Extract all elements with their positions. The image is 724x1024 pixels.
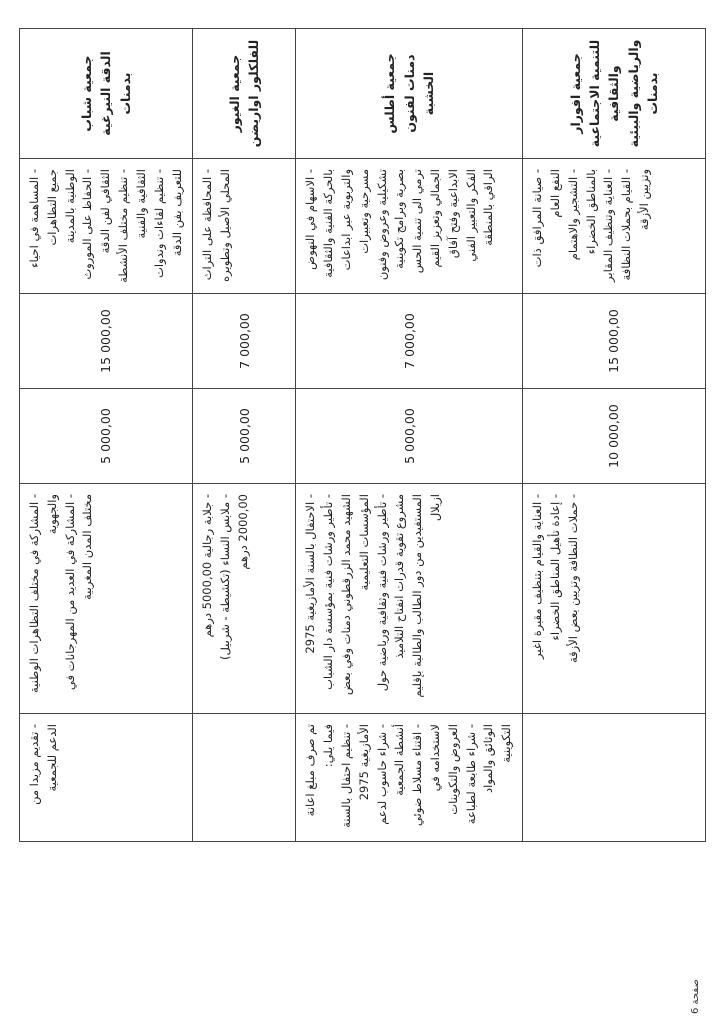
list-item: - اقتناء مسلاط ضوئي لاستخدامه في العروض والتكوينات (410, 724, 460, 827)
list-item: - الاسهام في النهوض بالحركة الفنية والثقافية والتربوية عبر ابداعات مسرحية وتعبيرات تشكيلية وعروض وفنون بصرية وبرامج تكوينية ترمي الى تنمية الحس الجمالي وتعزيز القيم الابداعية وفتح آفاق الفكر والتعبير الفني الراقي بالمنطقة (303, 169, 496, 281)
list-item: - شراء طابعة لطباعة الوثائق والمواد التكوينية (463, 724, 514, 825)
list-item: - تنظيم مختلف الأنشطة الثقافية والفنية (116, 169, 148, 283)
list-item: - تأطير ورشات فنية بمؤسسة دار الشباب الشهيد محمد الزرقطوني دمنات وفي بعض المؤسسات التعليمية (321, 494, 371, 696)
list-item: - تقديم مزيدا من الدعم للجمعية (27, 724, 59, 805)
objectives-cell (193, 159, 296, 294)
table-row (523, 29, 706, 842)
list-item: تم صرف مبلغ اعانة فيما يلي: (303, 724, 336, 817)
grant-requested-cell: 7 000,00 (296, 294, 523, 389)
association-name-cell: جمعية شباب الدقة النيرغية بدمنات (20, 29, 193, 159)
grant-requested-cell: 15 000,00 (523, 294, 706, 389)
page-number: صفحة 6 (690, 979, 701, 1014)
list-item: - المشاركة في العديد من المهرجانات في مختلف المدن المغربية (62, 494, 95, 691)
list-item: - المحافظة على التراث المحلي الأصيل وتطويره (200, 169, 233, 282)
list-item: - تنظيم لقاءات وندوات للتعريف بفن الدقة (151, 169, 184, 278)
list-item: - إعادة تأهيل المناطق الخضراء (547, 494, 562, 641)
list-item: - الحفاظ على الموروث الثقافي لفن الدقة (80, 169, 113, 280)
table-row (20, 29, 193, 842)
list-item: - تأطير ورشات فنية وثقافية ورياضية حول مشروع تقوية قدرات انفتاح التلاميذ المستفيدين من دور الطالب والطالبة بإقليم ازيلال (374, 494, 442, 698)
grant-previous-cell: 5 000,00 (193, 389, 296, 484)
table-row (296, 29, 523, 842)
association-name-cell: جمعية أطلس دمنات لفنون الخشبة (296, 29, 523, 159)
list-item: - ملابس النساء (تكشيطة - شربيل) 2000,00 درهم (218, 494, 250, 661)
objectives-cell (20, 159, 193, 294)
activities-cell (523, 484, 706, 714)
activities-cell (193, 484, 296, 714)
list-item: - جلابة رجالية 5000,00 درهم (200, 494, 215, 638)
list-item: - شراء حاسوب لدعم أنشطة الجمعية (374, 724, 407, 825)
grant-previous-cell: 10 000,00 (523, 389, 706, 484)
list-item: - التشجير والاهتمام بالمناطق الخضراء (565, 169, 598, 261)
association-name-cell: جمعية الغيور للفلكلور اواريضن (193, 29, 296, 159)
activities-cell (296, 484, 523, 714)
list-item: - تنظيم احتفال بالسنة الأمازيغية 2975 (338, 724, 371, 828)
activities-cell (20, 484, 193, 714)
notes-cell (193, 714, 296, 842)
table-row (193, 29, 296, 842)
objectives-cell (523, 159, 706, 294)
list-item: - المساهمة في احياء جميع التظاهرات الوطنية بالمدينة (27, 169, 77, 268)
notes-cell (523, 714, 706, 842)
list-item: - المشاركة في مختلف التظاهرات الوطنية والجهوية (27, 494, 59, 694)
list-item: - صيانة المرافق ذات النفع العام (530, 169, 562, 268)
list-item: - العناية والقيام بتنظيف مقبرة اغير (530, 494, 545, 659)
grant-requested-cell: 7 000,00 (193, 294, 296, 389)
list-item: - العناية وتنظيف المقابر (601, 169, 616, 282)
list-item: - حملات النظافة وتزيين بعض الأزقة (565, 494, 580, 663)
grant-previous-cell: 5 000,00 (20, 389, 193, 484)
grant-requested-cell: 15 000,00 (20, 294, 193, 389)
associations-table (19, 28, 706, 842)
notes-cell (296, 714, 523, 842)
notes-cell (20, 714, 193, 842)
objectives-cell (296, 159, 523, 294)
list-item: - القيام بحملات النظافة وتزيين الأزقة (619, 169, 651, 281)
list-item: - الاحتفال بالسنة الأمازيغية 2975 (303, 494, 318, 654)
grant-previous-cell: 5 000,00 (296, 389, 523, 484)
association-name-cell: جمعية افورار للتنمية الاجتماعية والثقافية والرياضية والبيئية بدمنات (523, 29, 706, 159)
